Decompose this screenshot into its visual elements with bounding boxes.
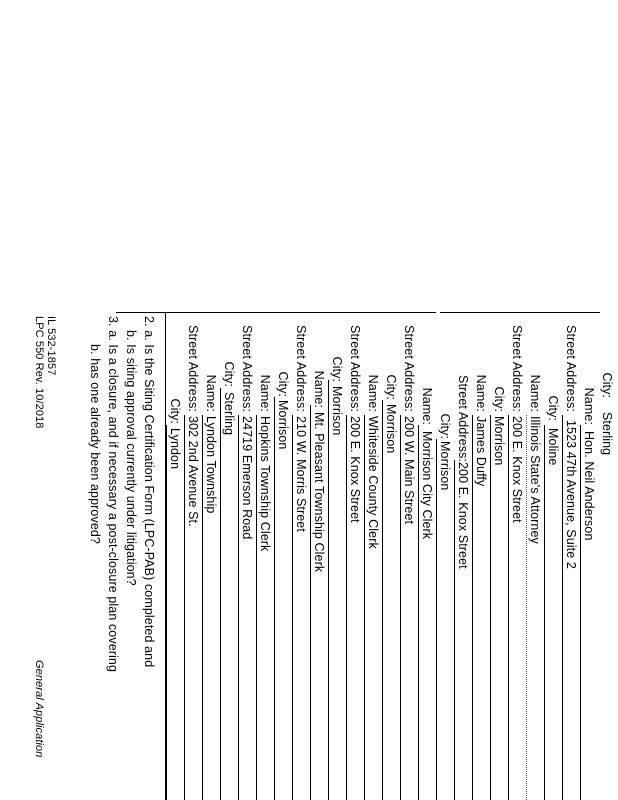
row-label: Name:	[204, 374, 218, 412]
row-value: Lyndon Township	[204, 416, 218, 514]
row-label: Name:	[474, 374, 488, 412]
field-line	[418, 425, 419, 800]
field-line	[526, 415, 527, 800]
row-label: Name:	[312, 370, 326, 408]
row-value: Lyndon	[168, 428, 182, 470]
field-line	[400, 415, 401, 800]
row-value: Moline	[546, 428, 560, 466]
question-2b: b. Is siting approval currently under litigation?	[124, 330, 138, 586]
field-line	[490, 415, 491, 800]
question-2a: 2. a. Is the Siting Certification Form (LPC-PAB) completed and	[142, 316, 156, 668]
question-3b: b. has one already been approved?	[88, 344, 102, 544]
row-label: Name:	[366, 374, 380, 412]
row-label: City:	[600, 372, 614, 398]
row-label: Name:	[258, 374, 272, 412]
field-line	[274, 397, 275, 800]
row-value: Illinois State's Attorney	[528, 416, 542, 544]
form-code: IL 532-1857	[45, 316, 57, 376]
row-label: Name:	[528, 374, 542, 412]
question-3a: 3. a. Is a closure, and if necessary a post-closure plan covering	[106, 316, 120, 672]
row-value: Hopkins Township Clerk	[258, 416, 272, 552]
field-line	[436, 439, 437, 800]
field-line	[310, 405, 311, 800]
row-label: Street Address:	[510, 325, 524, 412]
row-label: City:	[168, 398, 182, 424]
row-value: 200 E. Knox Street	[348, 416, 362, 523]
row-label: Street Address:	[186, 325, 200, 412]
field-line	[256, 415, 257, 800]
row-label: Street Address:	[294, 325, 308, 412]
row-value: Hon. Neil Anderson	[582, 431, 596, 541]
row-value: 200 E. Knox Street	[510, 416, 524, 523]
row-label: Street Address:	[564, 325, 578, 412]
field-line	[220, 388, 221, 800]
field-line	[184, 415, 185, 800]
row-label: City:	[492, 386, 506, 412]
row-value: Morrison City Clerk	[420, 431, 434, 540]
row-value: 210 W. Morris Street	[294, 416, 308, 532]
row-value: Whiteside County Clerk	[366, 416, 380, 549]
row-label: Name:	[582, 387, 596, 425]
field-line	[202, 415, 203, 800]
field-line	[166, 425, 167, 800]
row-label: City:	[330, 356, 344, 382]
row-value: Morrison	[438, 441, 452, 491]
row-value: 1523 47th Avenue, Suite 2	[564, 420, 578, 569]
row-label: Street Address:	[402, 325, 416, 412]
footer-title: General Application	[33, 660, 45, 758]
row-label: Street Address:	[456, 375, 470, 462]
row-value: 200 W. Main Street	[402, 416, 416, 525]
row-value: 302 2nd Avenue St.	[186, 416, 200, 527]
field-line	[364, 415, 365, 800]
row-label: Street Address:	[240, 325, 254, 412]
row-value: Morrison	[384, 404, 398, 454]
row-label: City:	[276, 371, 290, 397]
field-line	[580, 425, 581, 800]
row-value: Mt. Pleasant Township Clerk	[312, 412, 326, 573]
field-line	[472, 415, 473, 800]
row-label: City:	[384, 374, 398, 400]
row-value: Morrison	[330, 386, 344, 436]
row-label: City:	[222, 361, 236, 387]
field-line	[508, 415, 509, 800]
field-line	[382, 400, 383, 800]
field-line	[454, 460, 455, 800]
field-line	[238, 415, 239, 800]
row-label: City:	[546, 395, 560, 421]
form-revision: LPC 550 Rev. 10/2018	[33, 316, 45, 429]
row-value: Morrison	[492, 416, 506, 466]
row-label: Street Address:	[348, 325, 362, 412]
row-label: City:	[438, 413, 452, 439]
row-value: 200 E. Knox Street	[456, 462, 470, 569]
field-line	[292, 415, 293, 800]
row-value: Sterling	[222, 392, 236, 436]
table-bottom-border	[165, 312, 166, 800]
field-line	[562, 415, 563, 800]
row-label: Name:	[420, 387, 434, 425]
row-value: 24719 Emerson Road	[240, 416, 254, 540]
field-line	[544, 425, 545, 800]
row-value: James Duffy	[474, 416, 488, 487]
field-line	[346, 415, 347, 800]
field-line	[328, 380, 329, 800]
row-value: Sterling	[600, 412, 614, 456]
row-value: Morrison	[276, 400, 290, 450]
